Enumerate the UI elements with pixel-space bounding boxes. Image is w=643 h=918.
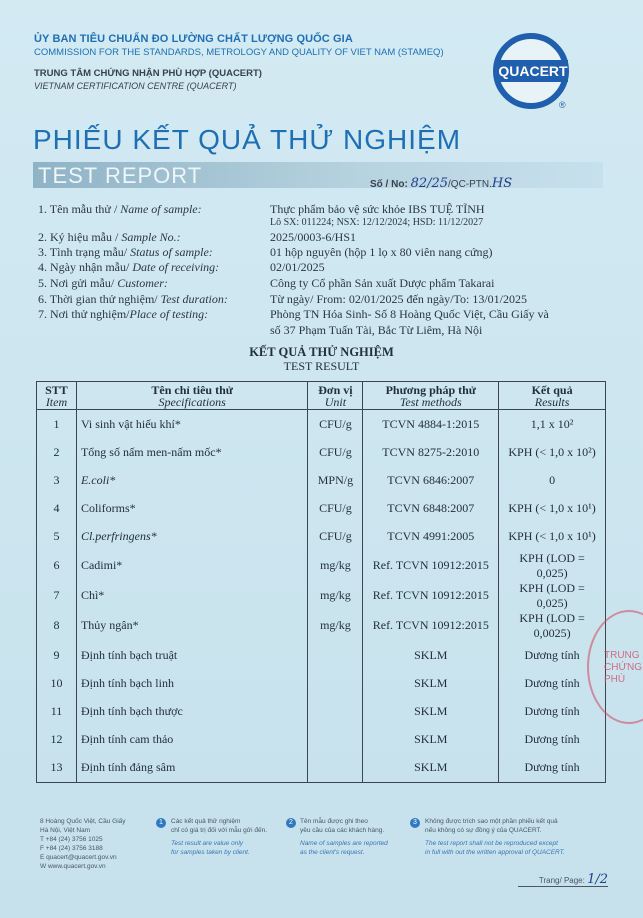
- info-label-1: 1. Tên mẫu thử / Name of sample:: [38, 202, 202, 216]
- header-results: Kết quả Results: [499, 382, 606, 410]
- table-row: 6 Cadimi* mg/kg Ref. TCVN 10912:2015 KPH (LOD = 0,025): [37, 551, 606, 581]
- info-value-7: Phòng TN Hóa Sinh- Số 8 Hoàng Quốc Việt, Cầu Giấy và: [270, 307, 549, 321]
- footer-note-2: Tên mẫu được ghi theo yêu cầu của các khách hàng. Name of samples are reported as the client's request.: [300, 818, 388, 856]
- info-label-2: 2. Ký hiệu mẫu / Sample No.:: [38, 230, 181, 244]
- table-row: 10 Định tính bạch linh SKLM Dương tính: [37, 669, 606, 697]
- table-row: 11 Định tính bạch thược SKLM Dương tính: [37, 697, 606, 725]
- table-row: 8 Thủy ngân* mg/kg Ref. TCVN 10912:2015 KPH (LOD = 0,0025): [37, 611, 606, 641]
- report-title-vn: PHIẾU KẾT QUẢ THỬ NGHIỆM: [33, 124, 462, 155]
- header-test-methods: Phương pháp thử Test methods: [363, 382, 499, 410]
- table-row: 4 Coliforms* CFU/g TCVN 6848:2007 KPH (< 1,0 x 10¹): [37, 495, 606, 523]
- report-number-value: 82/25: [410, 176, 449, 191]
- agency-en: COMMISSION FOR THE STANDARDS, METROLOGY AND QUALITY OF VIET NAM (STAMEQ): [34, 47, 444, 58]
- table-row: 3 E.coli* MPN/g TCVN 6846:2007 0: [37, 466, 606, 494]
- table-row: 12 Định tính cam thảo SKLM Dương tính: [37, 726, 606, 754]
- results-title-vn: KẾT QUẢ THỬ NGHIỆM: [249, 345, 394, 359]
- info-label-6: 6. Thời gian thử nghiệm/ Test duration:: [38, 292, 228, 306]
- report-number: [370, 176, 512, 191]
- results-title-en: TEST RESULT: [283, 359, 360, 373]
- report-title-en: TEST REPORT: [38, 163, 203, 188]
- footer-note-3: Không được trích sao một phần phiếu kết quả nếu không có sự đồng ý của QUACERT. The test report shall not be reproduced except in full with out the written approval of QUACERT.: [425, 818, 565, 856]
- info-value-4: 02/01/2025: [270, 260, 325, 274]
- centre-en: VIETNAM CERTIFICATION CENTRE (QUACERT): [34, 81, 237, 91]
- header-specifications: Tên chỉ tiêu thử Specifications: [76, 382, 308, 410]
- report-number-tail: HS: [491, 176, 513, 191]
- table-row: 5 Cl.perfringens* CFU/g TCVN 4991:2005 KPH (< 1,0 x 10¹): [37, 523, 606, 551]
- table-row: 9 Định tính bạch truật SKLM Dương tính: [37, 641, 606, 669]
- page-value: 1/2: [587, 872, 608, 887]
- footer-note-2-icon: 2: [286, 818, 296, 828]
- info-sub-1: Lô SX: 011224; NSX: 12/12/2024; HSD: 11/12/2027: [270, 217, 484, 228]
- footer-note-1: Các kết quả thử nghiệm chỉ có giá trị đối với mẫu gửi đến. Test result are value only for samples taken by client.: [171, 818, 268, 856]
- centre-vn: TRUNG TÂM CHỨNG NHẬN PHÙ HỢP (QUACERT): [34, 68, 262, 79]
- table-row: 1 Vi sinh vật hiếu khí* CFU/g TCVN 4884-1:2015 1,1 x 10²: [37, 410, 606, 439]
- table-row: 7 Chì* mg/kg Ref. TCVN 10912:2015 KPH (LOD = 0,025): [37, 581, 606, 611]
- info-label-7: 7. Nơi thử nghiệm/Place of testing:: [38, 307, 209, 321]
- info-value-7b: số 37 Phạm Tuấn Tài, Bắc Từ Liêm, Hà Nội: [270, 323, 483, 337]
- report-number-suffix: /QC-PTN.: [448, 179, 492, 190]
- agency-vn: ỦY BAN TIÊU CHUẨN ĐO LƯỜNG CHẤT LƯỢNG QUỐC GIA: [34, 33, 353, 45]
- results-table: [36, 381, 606, 783]
- info-label-4: 4. Ngày nhận mẫu/ Date of receiving:: [38, 260, 220, 274]
- info-value-3: 01 hộp nguyên (hộp 1 lọ x 80 viên nang cứng): [270, 245, 493, 259]
- header-item: STT Item: [37, 382, 77, 410]
- page-number: [518, 872, 608, 887]
- info-value-2: 2025/0003-6/HS1: [270, 230, 357, 244]
- info-label-3: 3. Tình trạng mẫu/ Status of sample:: [38, 245, 213, 259]
- report-number-label: Số / No:: [370, 179, 408, 190]
- table-header-row: [37, 382, 606, 410]
- header-unit: Đơn vị Unit: [308, 382, 363, 410]
- footer-note-1-icon: 1: [156, 818, 166, 828]
- info-value-5: Công ty Cổ phần Sản xuất Dược phẩm Takarai: [270, 276, 495, 290]
- info-label-5: 5. Nơi gửi mẫu/ Customer:: [38, 276, 168, 290]
- info-value-6: Từ ngày/ From: 02/01/2025 đến ngày/To: 13/01/2025: [270, 292, 527, 306]
- seal-stamp-text: TRUNG CHỨNG PHÙ: [604, 650, 642, 685]
- page-label: Trang/ Page:: [538, 876, 585, 885]
- quacert-logo-text: QUACERT: [498, 60, 568, 82]
- registered-mark: ®: [559, 100, 566, 110]
- table-row: 13 Định tính đảng sâm SKLM Dương tính: [37, 754, 606, 783]
- table-row: 2 Tổng số nấm men-nấm mốc* CFU/g TCVN 8275-2:2010 KPH (< 1,0 x 10²): [37, 438, 606, 466]
- footer-address: 8 Hoàng Quốc Việt, Cầu Giấy Hà Nội, Việt Nam T +84 (24) 3756 1025 F +84 (24) 3756 3188 E quacert@quacert.gov.vn W www.quacert.gov.vn: [40, 818, 126, 870]
- info-value-1: Thực phẩm bảo vệ sức khỏe IBS TUỆ TĨNH: [270, 202, 485, 216]
- footer-note-3-icon: 3: [410, 818, 420, 828]
